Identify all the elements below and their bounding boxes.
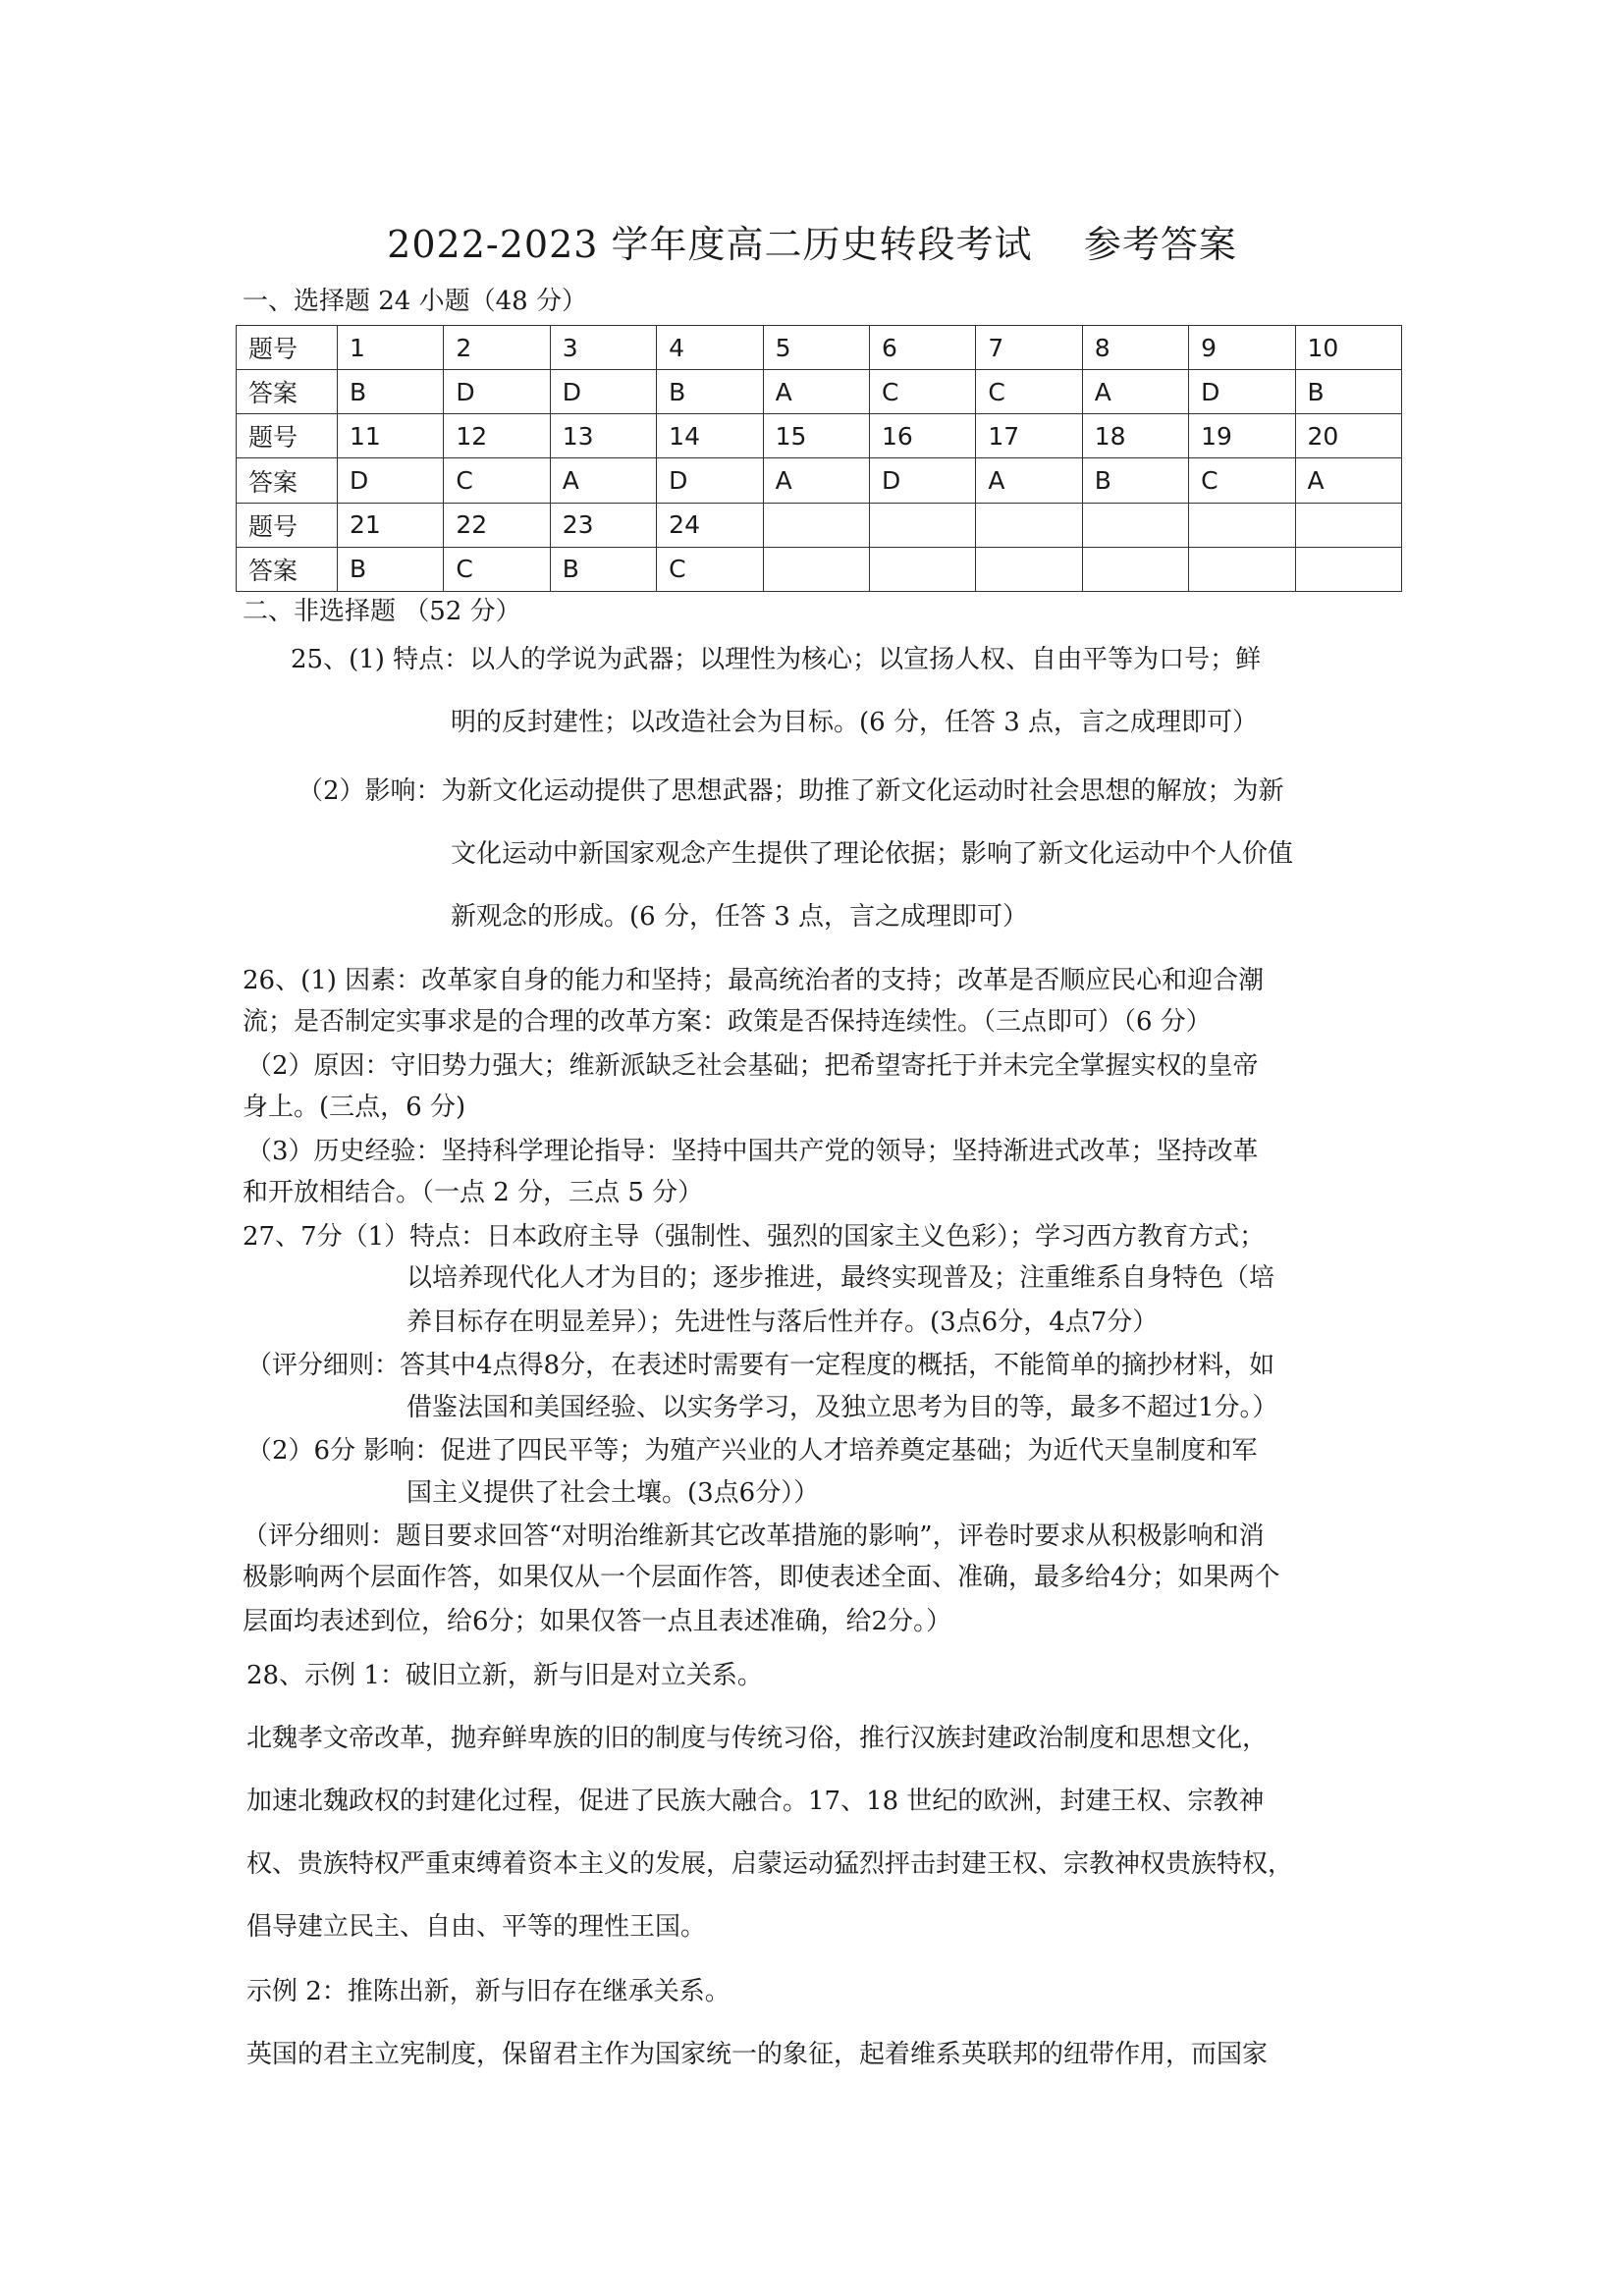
row-header: 题号 — [237, 414, 338, 458]
table-cell: C — [869, 370, 975, 414]
section1-heading: 一、选择题 24 小题（48 分） — [243, 287, 587, 316]
table-cell: A — [550, 458, 656, 503]
answer-line: 28、示例 1：破旧立新，新与旧是对立关系。 — [246, 1661, 763, 1690]
table-cell: 14 — [657, 414, 763, 458]
answer-line: （评分细则：答其中4点得8分，在表述时需要有一定程度的概括，不能简单的摘抄材料，如 — [246, 1351, 1275, 1380]
table-row — [237, 503, 1402, 547]
table-cell: 1 — [338, 326, 444, 370]
table-cell — [869, 547, 975, 591]
table-cell: 8 — [1082, 326, 1188, 370]
table-cell: A — [976, 458, 1082, 503]
answer-line: 25、(1) 特点：以人的学说为武器；以理性为核心；以宣扬人权、自由平等为口号；鲜 — [291, 645, 1262, 674]
table-cell: 7 — [976, 326, 1082, 370]
table-cell: A — [1082, 370, 1188, 414]
answer-line: 加速北魏政权的封建化过程，促进了民族大融合。17、18 世纪的欧洲，封建王权、宗教神 — [246, 1787, 1265, 1816]
answer-line: 新观念的形成。(6 分，任答 3 点，言之成理即可） — [451, 902, 1029, 932]
row-header: 题号 — [237, 326, 338, 370]
table-cell: 15 — [763, 414, 869, 458]
table-cell: 24 — [657, 503, 763, 547]
answer-line: 27、7分（1）特点：日本政府主导（强制性、强烈的国家主义色彩）；学习西方教育方式； — [243, 1222, 1266, 1252]
answer-line: 文化运动中新国家观念产生提供了理论依据；影响了新文化运动中个人价值 — [451, 839, 1294, 869]
answer-line: 身上。(三点，6 分) — [243, 1093, 466, 1122]
answer-line: 流；是否制定实事求是的合理的改革方案：政策是否保持连续性。（三点即可）（6 分） — [243, 1007, 1212, 1037]
table-cell: B — [1082, 458, 1188, 503]
table-cell: C — [1189, 458, 1295, 503]
table-row — [237, 458, 1402, 503]
answer-line: 以培养现代化人才为目的；逐步推进，最终实现普及；注重维系自身特色（培 — [406, 1263, 1275, 1293]
table-cell — [869, 503, 975, 547]
table-cell: B — [657, 370, 763, 414]
table-cell: C — [657, 547, 763, 591]
table-row — [237, 326, 1402, 370]
answer-line: 层面均表述到位，给6分；如果仅答一点且表述准确，给2分。） — [243, 1607, 952, 1636]
answer-line: 借鉴法国和美国经验、以实务学习，及独立思考为目的等，最多不超过1分。） — [406, 1393, 1278, 1422]
answer-line: 英国的君主立宪制度，保留君主作为国家统一的象征，起着维系英联邦的纽带作用，而国家 — [246, 2040, 1269, 2069]
table-cell: D — [1189, 370, 1295, 414]
answer-line: 示例 2：推陈出新，新与旧存在继承关系。 — [246, 1977, 731, 2006]
table-row — [237, 547, 1402, 591]
table-cell: 16 — [869, 414, 975, 458]
table-cell: A — [1295, 458, 1401, 503]
answer-line: （3）历史经验：坚持科学理论指导：坚持中国共产党的领导；坚持渐进式改革；坚持改革 — [246, 1137, 1259, 1166]
table-cell: 22 — [444, 503, 550, 547]
answer-line: 明的反封建性；以改造社会为目标。(6 分，任答 3 点，言之成理即可） — [451, 708, 1259, 737]
table-cell: B — [550, 547, 656, 591]
table-cell: 9 — [1189, 326, 1295, 370]
table-cell: A — [763, 370, 869, 414]
table-cell: 3 — [550, 326, 656, 370]
table-cell: 10 — [1295, 326, 1401, 370]
table-cell: 19 — [1189, 414, 1295, 458]
table-cell — [976, 547, 1082, 591]
answer-line: 权、贵族特权严重束缚着资本主义的发展，启蒙运动猛烈抨击封建王权、宗教神权贵族特权， — [246, 1849, 1294, 1879]
row-header: 答案 — [237, 370, 338, 414]
table-row — [237, 370, 1402, 414]
table-cell — [1189, 503, 1295, 547]
table-cell: 23 — [550, 503, 656, 547]
table-cell: 6 — [869, 326, 975, 370]
answer-line: 北魏孝文帝改革，抛弃鲜卑族的旧的制度与传统习俗，推行汉族封建政治制度和思想文化， — [246, 1724, 1269, 1753]
table-cell: B — [1295, 370, 1401, 414]
table-cell: 5 — [763, 326, 869, 370]
table-cell — [1189, 547, 1295, 591]
answer-line: 和开放相结合。（一点 2 分，三点 5 分） — [243, 1178, 704, 1207]
table-cell — [976, 503, 1082, 547]
table-cell: D — [657, 458, 763, 503]
table-cell: D — [550, 370, 656, 414]
table-cell: C — [976, 370, 1082, 414]
answer-line: （2）原因：守旧势力强大；维新派缺乏社会基础；把希望寄托于并未完全掌握实权的皇帝 — [246, 1051, 1259, 1081]
table-cell — [763, 503, 869, 547]
page-title: 2022-2023 学年度高二历史转段考试 参考答案 — [387, 223, 1237, 266]
table-cell: 18 — [1082, 414, 1188, 458]
table-cell — [763, 547, 869, 591]
table-cell: C — [444, 547, 550, 591]
table-cell: 11 — [338, 414, 444, 458]
answer-line: 极影响两个层面作答，如果仅从一个层面作答，即使表述全面、准确，最多给4分；如果两个 — [243, 1563, 1280, 1592]
table-cell: A — [763, 458, 869, 503]
table-cell: 12 — [444, 414, 550, 458]
table-cell — [1295, 547, 1401, 591]
table-cell — [1082, 503, 1188, 547]
table-cell: 13 — [550, 414, 656, 458]
answer-line: 养目标存在明显差异）；先进性与落后性并存。(3点6分，4点7分） — [406, 1308, 1159, 1337]
table-cell: 4 — [657, 326, 763, 370]
row-header: 答案 — [237, 547, 338, 591]
answer-line: 倡导建立民主、自由、平等的理性王国。 — [246, 1912, 707, 1942]
table-cell: B — [338, 370, 444, 414]
table-cell — [1295, 503, 1401, 547]
row-header: 答案 — [237, 458, 338, 503]
answer-line: （2）6分 影响：促进了四民平等；为殖产兴业的人才培养奠定基础；为近代天皇制度和军 — [246, 1436, 1258, 1466]
table-cell: D — [869, 458, 975, 503]
table-cell: D — [338, 458, 444, 503]
answer-line: （评分细则：题目要求回答“对明治维新其它改革措施的影响”，评卷时要求从积极影响和消 — [243, 1522, 1265, 1551]
table-cell: 2 — [444, 326, 550, 370]
section2-heading: 二、非选择题 （52 分） — [243, 597, 521, 626]
table-cell: 17 — [976, 414, 1082, 458]
answer-line: （2）影响：为新文化运动提供了思想武器；助推了新文化运动时社会思想的解放；为新 — [298, 776, 1284, 806]
table-row — [237, 414, 1402, 458]
row-header: 题号 — [237, 503, 338, 547]
table-cell: C — [444, 458, 550, 503]
answer-table — [236, 325, 1402, 592]
answer-line: 26、(1) 因素：改革家自身的能力和坚持；最高统治者的支持；改革是否顺应民心和迎合潮 — [243, 966, 1265, 995]
table-cell: B — [338, 547, 444, 591]
table-cell: D — [444, 370, 550, 414]
answer-line: 国主义提供了社会土壤。(3点6分）） — [406, 1478, 820, 1508]
table-cell: 20 — [1295, 414, 1401, 458]
table-cell — [1082, 547, 1188, 591]
table-cell: 21 — [338, 503, 444, 547]
